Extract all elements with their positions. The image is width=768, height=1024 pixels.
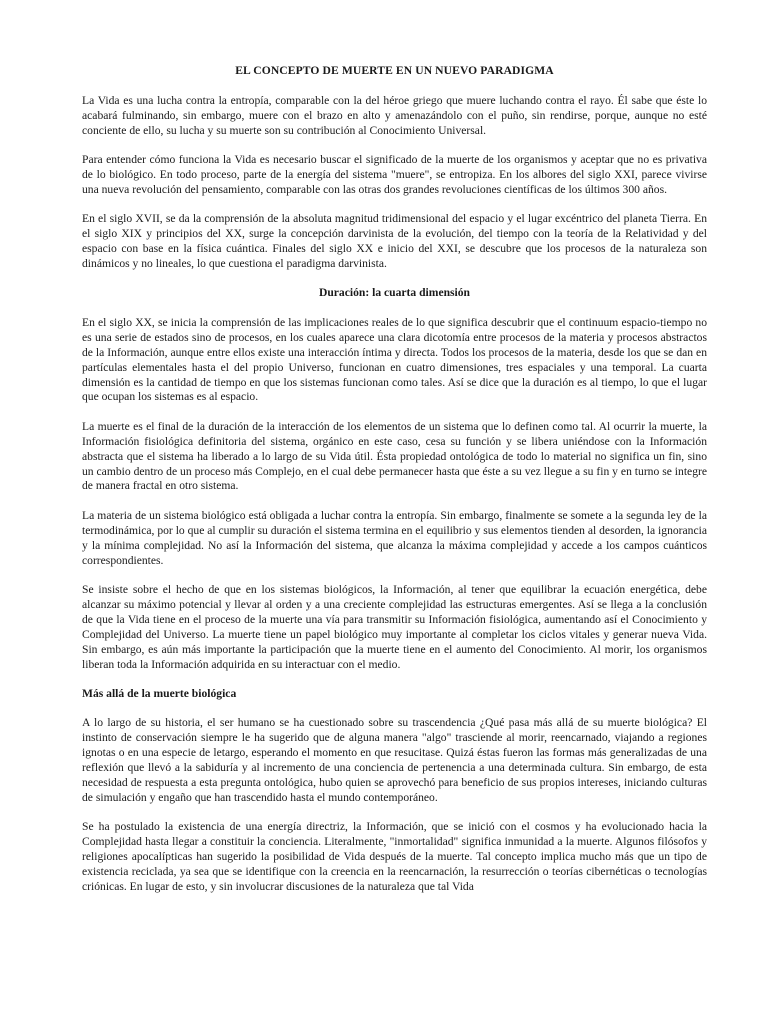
paragraph: Para entender cómo funciona la Vida es necesario buscar el significado de la muerte de los organismos y aceptar que no es privativa de lo biológico. En todo proceso, parte de la energía del sistema "muere", se entropiza. En los albores del siglo XXI, parece vivirse una nueva revolución del pensamiento, comparable con las otras dos grandes revoluciones científicas de los últimos 300 años. [82, 153, 707, 196]
paragraph: En el siglo XX, se inicia la comprensión de las implicaciones reales de lo que significa descubrir que el continuum espacio-tiempo no es una serie de estados sino de procesos, en los cuales aparece una clara dicotomía entre procesos de la materia y procesos abstractos de la Información, aunque entre ellos existe una interacción íntima y directa. Todos los procesos de la materia, desde los que se dan en partículas elementales hasta el del propio Universo, funcionan en cuatro dimensiones, tres espaciales y una temporal. La cuarta dimensión es la cantidad de tiempo en que los sistemas funcionan como tales. Así se dice que la duración es al tiempo, lo que el lugar que ocupan los sistemas es al espacio. [82, 315, 707, 404]
paragraph: A lo largo de su historia, el ser humano se ha cuestionado sobre su trascendencia ¿Qué pasa más allá de su muerte biológica? El instinto de conservación siempre le ha sugerido que de alguna manera "algo" trasciende al morir, reencarnado, viajando a regiones ignotas o en una especie de letargo, esperando el momento en que resucitase. Quizá éstas fueron las formas más generalizadas de una reflexión que llevó a la sabiduría y al incremento de una conciencia de pertenencia a una determinada cultura. Sin embargo, de esta necesidad de respuesta a esta pregunta ontológica, hubo quien se aprovechó para beneficio de sus propios intereses, iniciando culturas de simulación y engaño que han trascendido hasta el mundo contemporáneo. [82, 716, 707, 804]
document-title: EL CONCEPTO DE MUERTE EN UN NUEVO PARADIGMA [235, 64, 554, 77]
section-heading-mas-alla: Más allá de la muerte biológica [82, 686, 237, 700]
paragraph: Se ha postulado la existencia de una energía directriz, la Información, que se inició con el cosmos y ha evolucionado hacia la Complejidad hasta llegar a constituir la conciencia. Literalmente, "inmortalidad" significa inmunidad a la muerte. Algunos filósofos y religiones apocalípticas han sugerido la posibilidad de Vida después de la muerte. Tal concepto implica mucho más que un tipo de existencia reciclada, ya sea que se identifique con la creencia en la reencarnación, la resurrección o teorías cibernéticas o tecnologías criónicas. En lugar de esto, y sin involucrar discusiones de la naturaleza que tal Vida [82, 820, 707, 893]
paragraph: La muerte es el final de la duración de la interacción de los elementos de un sistema que lo definen como tal. Al ocurrir la muerte, la Información fisiológica definitoria del sistema, orgánico en este caso, cesa su función y se libera uniéndose con la Información abstracta que el sistema ha liberado a lo largo de su Vida útil. Ésta propiedad ontológica de todo lo material no significa un fin, sino un cambio dentro de un proceso más Complejo, en el cual debe permanecer hasta que éste a su vez llegue a su fin y en turno se integre de manera fractal en otro sistema. [82, 419, 707, 493]
paragraph: En el siglo XVII, se da la comprensión de la absoluta magnitud tridimensional del espacio y el lugar excéntrico del planeta Tierra. En el siglo XIX y principios del XX, surge la concepción darvinista de la evolución, del tiempo con la teoría de la Relatividad y del espacio con base en la física cuántica. Finales del siglo XX e inicio del XXI, se descubre que los procesos de la naturaleza son dinámicos y no lineales, lo que cuestiona el paradigma darvinista. [82, 212, 707, 271]
document-body [82, 64, 707, 909]
paragraph: La Vida es una lucha contra la entropía, comparable con la del héroe griego que muere luchando contra el rayo. Él sabe que éste lo acabará fulminando, sin embargo, muere con el brazo en alto y amenazándolo con el puño, sin rendirse, porque, aunque no esté conciente de ello, su lucha y su muerte son su contribución al Conocimiento Universal. [82, 93, 707, 137]
section-heading-duracion: Duración: la cuarta dimensión [318, 286, 471, 300]
paragraph: Se insiste sobre el hecho de que en los sistemas biológicos, la Información, al tener que equilibrar la ecuación energética, debe alcanzar su máximo potencial y llevar al orden y a una creciente complejidad las estructuras emergentes. Así se llega a la conclusión de que la Vida tiene en el proceso de la muerte una vía para transmitir su Información fisiológica, aumentando así el Conocimiento y Complejidad del Universo. La muerte tiene un papel biológico muy importante al completar los ciclos vitales y generar nueva Vida. Sin embargo, es aún más importante la participación que la muerte tiene en el aumento del Conocimiento. Al morir, los organismos liberan toda la Información adquirida en su interactuar con el medio. [82, 582, 707, 671]
paragraph: La materia de un sistema biológico está obligada a luchar contra la entropía. Sin embargo, finalmente se somete a la segunda ley de la termodinámica, por lo que al cumplir su duración el sistema termina en el equilibrio y sus elementos tienden al desorden, la ignorancia y la mínima complejidad. No así la Información del sistema, que alcanza la máxima complejidad y accede a los campos cuánticos correspondientes. [82, 508, 707, 567]
